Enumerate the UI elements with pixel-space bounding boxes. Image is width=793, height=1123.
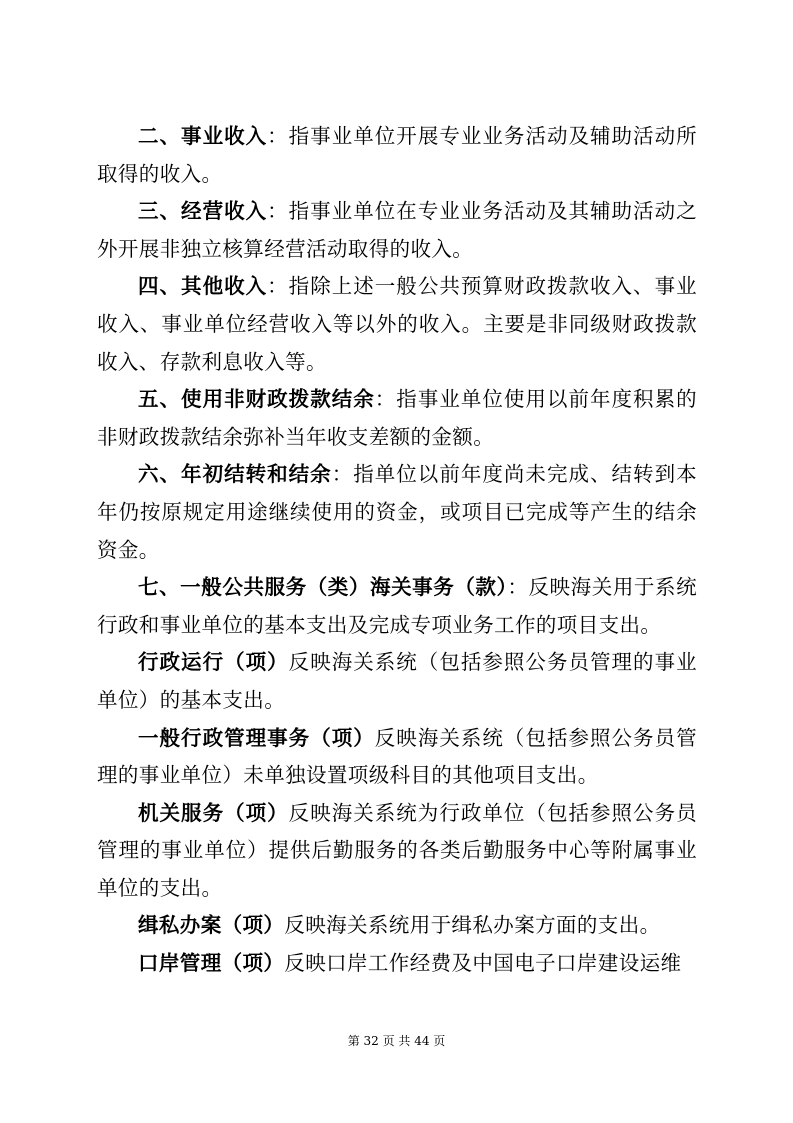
page-number-footer: 第 32 页 共 44 页 (347, 1034, 446, 1048)
paragraph-text: ：指事业单位开展专业业务活动及辅助活动所取得的收入。 (97, 124, 698, 186)
paragraph-heading: 二、事业收入 (138, 124, 268, 148)
paragraph-operating-income (97, 193, 697, 268)
paragraph-non-fiscal-balance (97, 381, 697, 456)
paragraph-anti-smuggling (97, 907, 697, 945)
paragraph-port-management (97, 945, 697, 983)
paragraph-text: 反映海关系统（包括参照公务员管理的事业单位）未单独设置项级科目的其他项目支出。 (97, 725, 697, 788)
document-body (97, 118, 697, 983)
paragraph-heading: 三、经营收入 (138, 199, 268, 224)
paragraph-text: 反映海关系统（包括参照公务员管理的事业单位）的基本支出。 (97, 650, 697, 712)
paragraph-heading: 七、一般公共服务（类）海关事务（款） (138, 575, 508, 600)
paragraph-text: 反映海关系统用于缉私办案方面的支出。 (284, 913, 661, 938)
paragraph-admin-operation (97, 644, 697, 719)
paragraph-heading: 四、其他收入 (138, 274, 268, 299)
paragraph-heading: 缉私办案（项） (138, 913, 285, 938)
paragraph-carryover (97, 456, 697, 569)
paragraph-business-income (97, 118, 697, 193)
paragraph-text: ：指除上述一般公共预算财政拨款收入、事业收入、事业单位经营收入等以外的收入。主要是非同级财政拨款收入、存款利息收入等。 (97, 274, 698, 374)
paragraph-heading: 一般行政管理事务（项） (138, 725, 375, 750)
paragraph-text: ：指单位以前年度尚未完成、结转到本年仍按原规定用途继续使用的资金，或项目已完成等产生的结余资金。 (97, 462, 697, 562)
paragraph-heading: 行政运行（项） (138, 650, 289, 675)
paragraph-text: ：反映海关用于系统行政和事业单位的基本支出及完成专项业务工作的项目支出。 (97, 575, 697, 637)
paragraph-text: ：指事业单位使用以前年度积累的非财政拨款结余弥补当年收支差额的金额。 (97, 387, 697, 449)
paragraph-heading: 机关服务（项） (138, 800, 289, 825)
paragraph-heading: 口岸管理（项） (138, 951, 285, 976)
paragraph-text: 反映口岸工作经费及中国电子口岸建设运维 (284, 951, 682, 976)
paragraph-general-admin (97, 720, 697, 795)
paragraph-text: ：指事业单位在专业业务活动及其辅助活动之外开展非独立核算经营活动取得的收入。 (97, 199, 698, 261)
paragraph-agency-services (97, 795, 697, 908)
paragraph-heading: 五、使用非财政拨款结余 (138, 387, 375, 412)
paragraph-customs-affairs (97, 569, 697, 644)
paragraph-text: 反映海关系统为行政单位（包括参照公务员管理的事业单位）提供后勤服务的各类后勤服务中心等附属事业单位的支出。 (97, 800, 697, 900)
paragraph-heading: 六、年初结转和结余 (138, 462, 332, 487)
paragraph-other-income (97, 268, 697, 381)
